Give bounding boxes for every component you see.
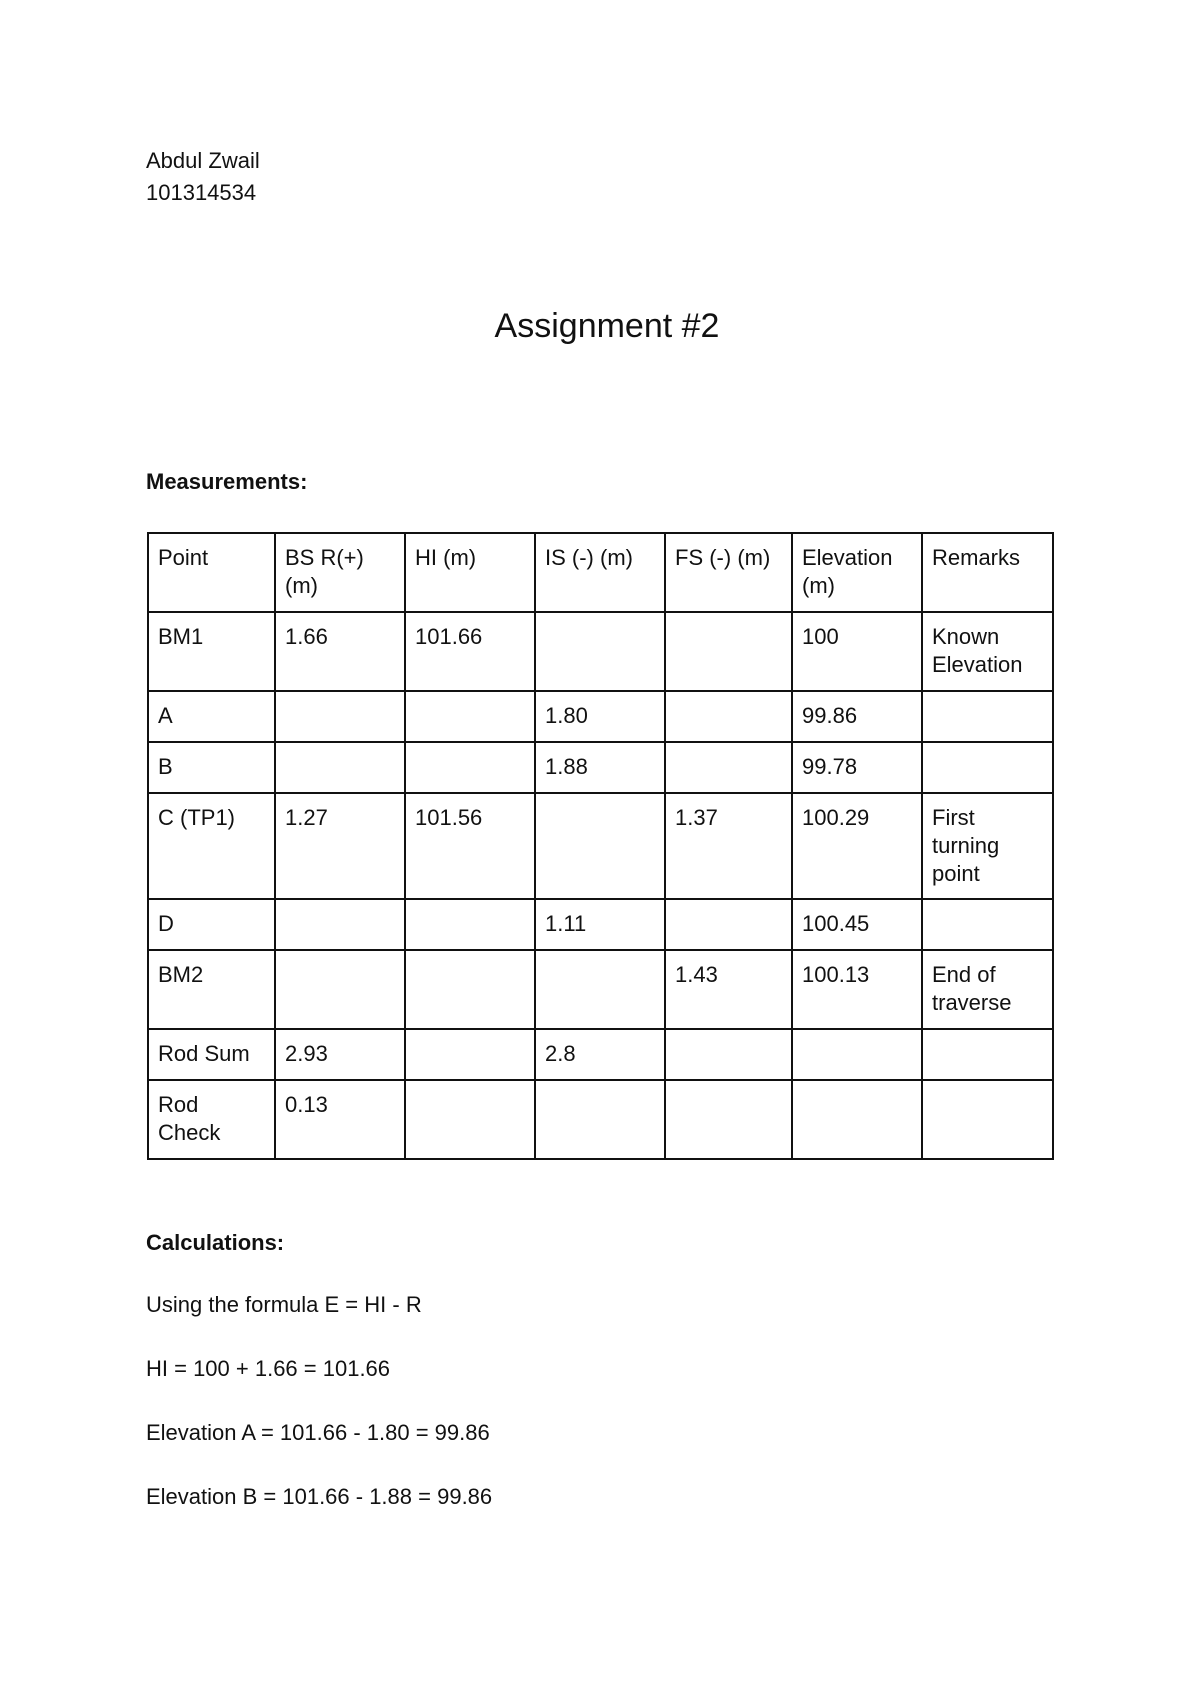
table-cell — [922, 742, 1053, 793]
table-row — [148, 793, 1053, 899]
table-row — [148, 691, 1053, 742]
table-cell: Rod Sum — [148, 1029, 275, 1080]
table-cell — [535, 793, 665, 899]
table-cell: 1.88 — [535, 742, 665, 793]
measurements-table — [147, 532, 1054, 1160]
table-cell: 100.13 — [792, 950, 922, 1029]
table-row — [148, 1080, 1053, 1159]
table-cell — [405, 691, 535, 742]
table-cell: B — [148, 742, 275, 793]
calculations-heading: Calculations: — [146, 1230, 285, 1255]
header-cell: Point — [148, 533, 275, 612]
table-cell — [405, 950, 535, 1029]
table-cell: 101.56 — [405, 793, 535, 899]
table-cell: BM1 — [148, 612, 275, 691]
table-row — [148, 742, 1053, 793]
calculation-line: Elevation A = 101.66 - 1.80 = 99.86 — [146, 1420, 490, 1445]
student-id: 101314534 — [146, 180, 257, 205]
table-header-row — [148, 533, 1053, 612]
table-cell: D — [148, 899, 275, 950]
page-title: Assignment #2 — [494, 307, 720, 345]
author-block — [146, 145, 260, 209]
table-cell — [275, 742, 405, 793]
table-cell: First turning point — [922, 793, 1053, 899]
table-cell: 1.11 — [535, 899, 665, 950]
table-cell — [922, 1029, 1053, 1080]
table-row — [148, 950, 1053, 1029]
table-cell: 101.66 — [405, 612, 535, 691]
table-cell — [665, 1029, 792, 1080]
table-cell: C (TP1) — [148, 793, 275, 899]
table-cell: A — [148, 691, 275, 742]
table-cell: 99.86 — [792, 691, 922, 742]
table-cell — [535, 950, 665, 1029]
table-cell: 2.93 — [275, 1029, 405, 1080]
table-cell — [792, 1080, 922, 1159]
table-cell — [405, 1029, 535, 1080]
table-cell — [535, 612, 665, 691]
table-cell: 100.45 — [792, 899, 922, 950]
table-cell — [665, 899, 792, 950]
calculation-line: HI = 100 + 1.66 = 101.66 — [146, 1356, 391, 1381]
measurements-heading: Measurements: — [146, 469, 308, 494]
header-cell: FS (-) (m) — [665, 533, 792, 612]
calculation-line: Using the formula E = HI - R — [146, 1292, 422, 1317]
header-cell: BS R(+) (m) — [275, 533, 405, 612]
table-cell — [275, 899, 405, 950]
table-row — [148, 612, 1053, 691]
table-cell — [535, 1080, 665, 1159]
table-cell — [405, 1080, 535, 1159]
table-cell — [405, 742, 535, 793]
table-cell: 1.43 — [665, 950, 792, 1029]
author-name: Abdul Zwail — [146, 148, 260, 173]
calculation-line: Elevation B = 101.66 - 1.88 = 99.86 — [146, 1484, 493, 1509]
table-cell: 1.66 — [275, 612, 405, 691]
table-row — [148, 899, 1053, 950]
header-cell: HI (m) — [405, 533, 535, 612]
table-cell — [665, 691, 792, 742]
table-cell: 100.29 — [792, 793, 922, 899]
table-cell — [405, 899, 535, 950]
table-cell: 1.37 — [665, 793, 792, 899]
table-cell: 99.78 — [792, 742, 922, 793]
table-cell: 1.80 — [535, 691, 665, 742]
table-cell — [275, 950, 405, 1029]
table-cell: 100 — [792, 612, 922, 691]
table-cell — [922, 691, 1053, 742]
table-cell: Rod Check — [148, 1080, 275, 1159]
table-cell: 0.13 — [275, 1080, 405, 1159]
header-cell: Elevation (m) — [792, 533, 922, 612]
table-cell: BM2 — [148, 950, 275, 1029]
table-cell — [275, 691, 405, 742]
table-cell — [922, 1080, 1053, 1159]
table-cell — [665, 1080, 792, 1159]
table-cell — [665, 742, 792, 793]
table-cell — [922, 899, 1053, 950]
table-row — [148, 1029, 1053, 1080]
header-cell: Remarks — [922, 533, 1053, 612]
table-cell: 1.27 — [275, 793, 405, 899]
header-cell: IS (-) (m) — [535, 533, 665, 612]
table-cell: 2.8 — [535, 1029, 665, 1080]
table-cell — [792, 1029, 922, 1080]
table-cell — [665, 612, 792, 691]
table-cell: Known Elevation — [922, 612, 1053, 691]
table-cell: End of traverse — [922, 950, 1053, 1029]
